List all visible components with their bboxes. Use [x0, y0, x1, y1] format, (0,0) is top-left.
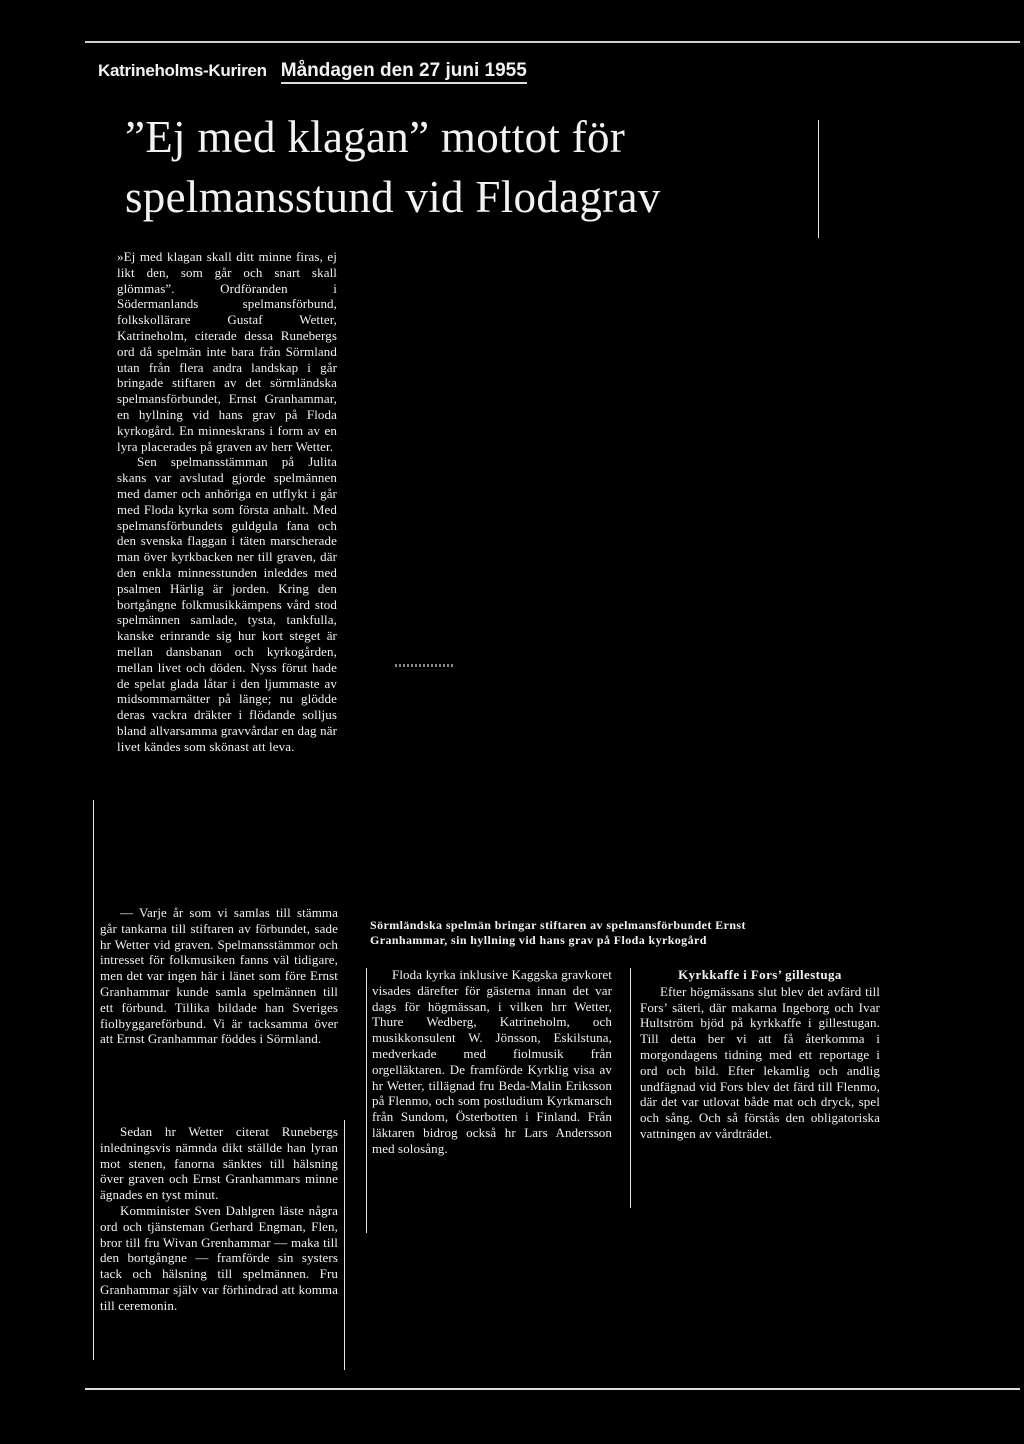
- headline-line-1: ”Ej med klagan” mottot för: [125, 112, 626, 162]
- article-paragraph: Efter högmässans slut blev det avfärd till Fors’ säteri, där makarna Ingeborg och Ivar Hultström bjöd på kyrkkaffe i gillestugan. Till detta ber vi att få återkomma i morgondagens tidning med ett reportage i ord och bild. Efter lekamlig och andlig undfägnad vid Fors blev det färd till Flenmo, där det var utlovat både mat och dryck, spel och sång. Och så förstås den obligatoriska vattningen av vårdträdet.: [640, 983, 880, 1141]
- publication-date: Måndagen den 27 juni 1955: [281, 60, 527, 84]
- bottom-rule: [85, 1388, 1020, 1390]
- left-column-rule: [93, 800, 94, 1360]
- masthead: [98, 60, 527, 82]
- column-b-rule: [366, 968, 367, 1233]
- headline: [125, 107, 825, 227]
- column-c-subhead: Kyrkkaffe i Fors’ gillestuga: [678, 967, 842, 982]
- photo-artifact: [395, 664, 455, 667]
- article-column-b: [372, 967, 612, 1157]
- column-c-rule: [630, 968, 631, 1208]
- top-rule: [85, 41, 1020, 43]
- article-middle-column: [100, 905, 338, 1047]
- newspaper-name: Katrineholms-Kuriren: [98, 61, 267, 80]
- inner-column-rule: [344, 1120, 345, 1370]
- article-paragraph: Komminister Sven Dahlgren läste några ord och tjänsteman Gerhard Engman, Flen, bror till fru Wivan Grenhammar — maka till den bortgångne — framförde sin systers tack och hälsning till spelmännen. Fru Granhammar själv var förhindrad att komma till ceremonin.: [100, 1202, 338, 1313]
- article-paragraph: Sen spelmansstämman på Julita skans var avslutad gjorde spelmännen med damer och anhöriga en utflykt i går med Floda kyrka som första anhalt. Med spelmansförbundets guldgula fana och den svenska flaggan i täten marscherade man över kyrkbacken ner till graven, där den enkla minnesstunden inleddes med psalmen Härlig är jorden. Kring den bortgångne folkmusikkämpens vård stod spelmännen samlade, tysta, tankfulla, kanske erinrande sig hur kort steget är mellan dansbanan och kyrkogården, mellan livet och döden. Nyss förut hade de spelat glada låtar i den ljummaste av midsommarnätter på länge; nu glödde deras vackra dräkter i flödande solljus bland allvarsamma gravvårdar en dag när livet kändes som skönast att leva.: [117, 454, 337, 754]
- article-intro-column: [117, 249, 337, 755]
- article-paragraph: »Ej med klagan skall ditt minne firas, ej likt den, som går och snart skall glömmas”. Ordföranden i Södermanlands spelmansförbund, folkskollärare Gustaf Wetter, Katrineholm, citerade dessa Runebergs ord då spelmän inte bara från Sörmland utan från flera andra landskap i går bringade stiftaren av det sörmländska spelmansförbundet, Ernst Granhammar, en hyllning vid hans grav på Floda kyrkogård. En minneskrans i form av en lyra placerades på graven av herr Wetter.: [117, 249, 337, 454]
- article-paragraph: Sedan hr Wetter citerat Runebergs inledningsvis nämnda dikt ställde han lyran mot stenen, fanorna sänktes till hälsning över graven och Ernst Granhammars minne ägnades en tyst minut.: [100, 1124, 338, 1203]
- article-closing-column: [100, 1124, 338, 1314]
- article-paragraph: — Varje år som vi samlas till stämma går tankarna till stiftaren av förbundet, sade hr Wetter vid graven. Spelmansstämmor och intresset för folkmusiken fanns väl tidigare, men det var ingen här i länet som före Ernst Granhammar kunde samla spelmännen till ett förbund. Tillika bildade han Sveriges fiolbyggareförbund. Vi är tacksamma över att Ernst Granhammar föddes i Sörmland.: [100, 905, 338, 1047]
- article-paragraph: Floda kyrka inklusive Kaggska gravkoret visades därefter för gästerna innan det var dags för högmässan, i vilken hrr Wetter, Thure Wedberg, Katrineholm, och musikkonsulent W. Jönsson, Eskilstuna, medverkade med fiolmusik från orgelläktaren. De framförde Kyrklig visa av hr Wetter, tillägnad fru Beda-Malin Eriksson på Flenmo, och som postludium Kyrkmarsch från Sundom, Österbotten i Finland. Från läktaren bidrog också hr Lars Andersson med solosång.: [372, 967, 612, 1156]
- article-column-c: [640, 967, 880, 1142]
- headline-column-rule: [818, 120, 819, 238]
- headline-line-2: spelmansstund vid Flodagrav: [125, 172, 661, 222]
- photo-caption: Sörmländska spelmän bringar stiftaren av spelmansförbundet Ernst Granhammar, sin hyllning vid hans grav på Floda kyrkogård: [370, 918, 746, 947]
